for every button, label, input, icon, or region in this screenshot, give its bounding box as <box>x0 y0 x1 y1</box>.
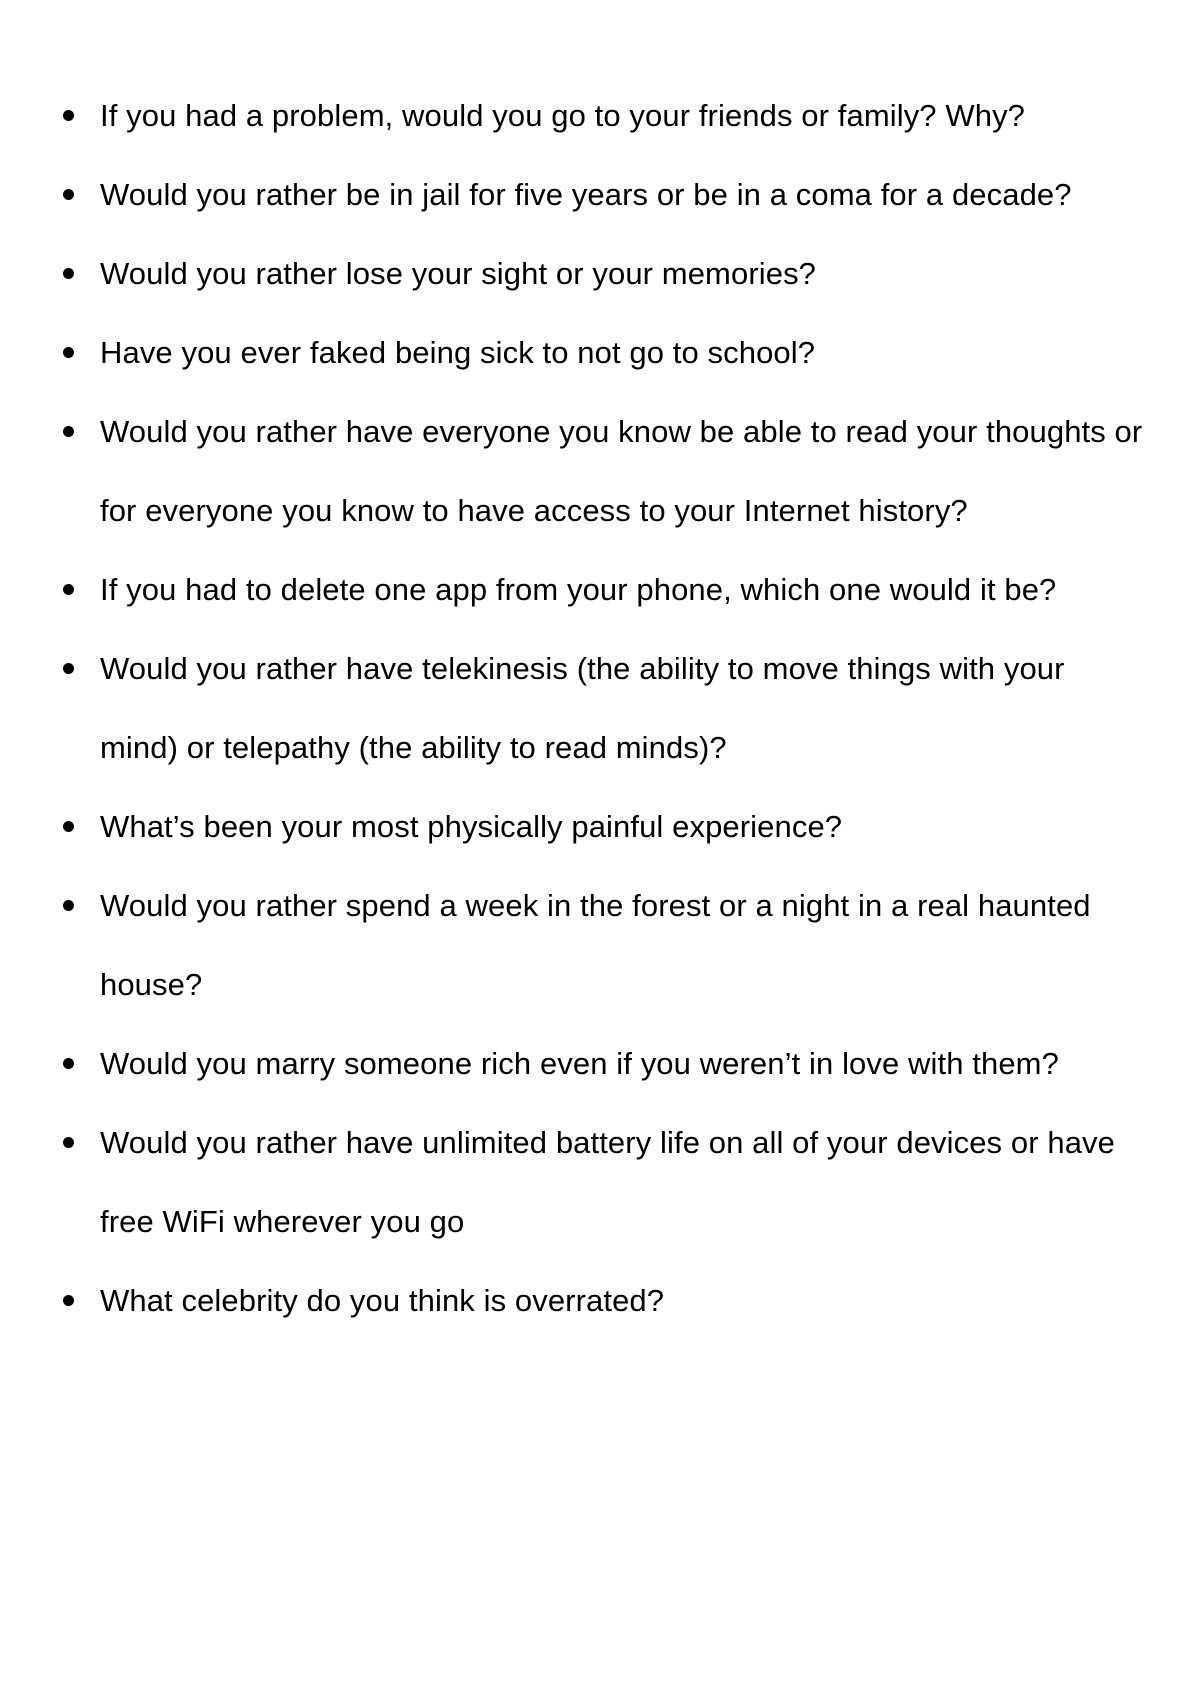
bullet-icon <box>63 900 74 911</box>
list-item <box>100 1261 1150 1340</box>
bullet-icon <box>63 426 74 437</box>
list-item <box>100 866 1150 1024</box>
question-text: What’s been your most physically painful experience? <box>100 809 843 844</box>
list-item <box>100 76 1150 155</box>
question-list <box>100 76 1150 1340</box>
question-text: Would you rather have unlimited battery life on all of your devices or have free WiFi wherever you go <box>100 1125 1115 1239</box>
bullet-icon <box>63 821 74 832</box>
bullet-icon <box>63 1295 74 1306</box>
question-text: Have you ever faked being sick to not go to school? <box>100 335 816 370</box>
question-text: Would you rather have everyone you know be able to read your thoughts or for everyone you know to have access to your Internet history? <box>100 414 1143 528</box>
bullet-icon <box>63 1058 74 1069</box>
list-item <box>100 787 1150 866</box>
list-item <box>100 550 1150 629</box>
list-item <box>100 392 1150 550</box>
list-item <box>100 234 1150 313</box>
list-item <box>100 629 1150 787</box>
list-item <box>100 155 1150 234</box>
bullet-icon <box>63 663 74 674</box>
list-item <box>100 1024 1150 1103</box>
question-text: Would you rather spend a week in the forest or a night in a real haunted house? <box>100 888 1091 1002</box>
bullet-icon <box>63 1137 74 1148</box>
question-text: Would you marry someone rich even if you weren’t in love with them? <box>100 1046 1059 1081</box>
question-text: If you had a problem, would you go to your friends or family? Why? <box>100 98 1026 133</box>
question-text: Would you rather be in jail for five years or be in a coma for a decade? <box>100 177 1072 212</box>
bullet-icon <box>63 189 74 200</box>
bullet-icon <box>63 347 74 358</box>
question-text: What celebrity do you think is overrated? <box>100 1283 665 1318</box>
bullet-icon <box>63 584 74 595</box>
bullet-icon <box>63 268 74 279</box>
question-text: Would you rather have telekinesis (the ability to move things with your mind) or telepathy (the ability to read minds)? <box>100 651 1065 765</box>
list-item <box>100 1103 1150 1261</box>
question-text: If you had to delete one app from your phone, which one would it be? <box>100 572 1057 607</box>
question-text: Would you rather lose your sight or your memories? <box>100 256 817 291</box>
bullet-icon <box>63 110 74 121</box>
list-item <box>100 313 1150 392</box>
